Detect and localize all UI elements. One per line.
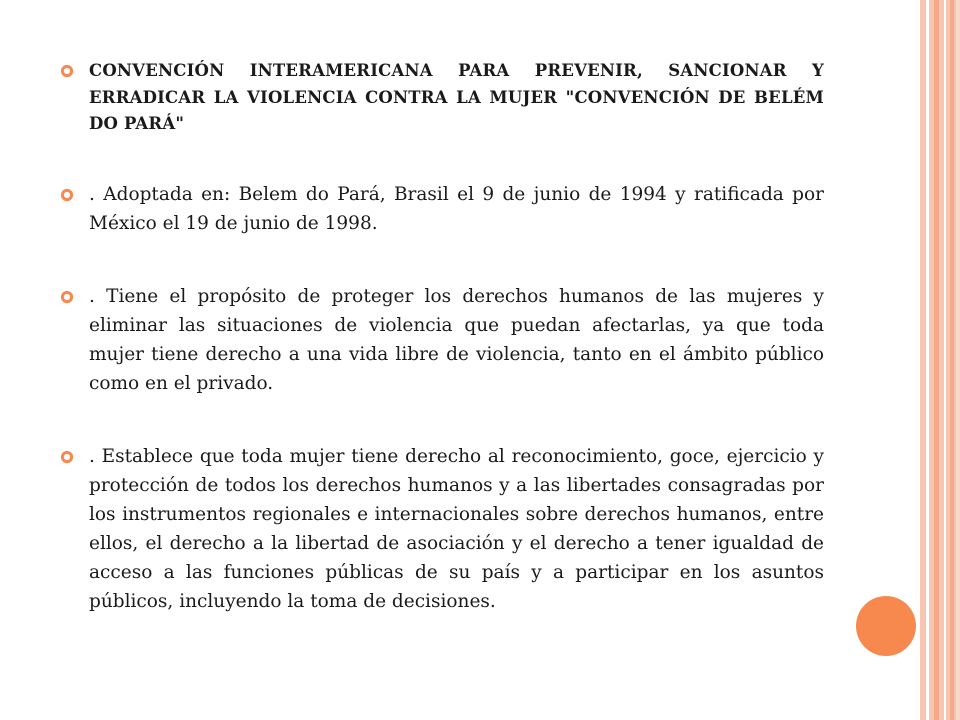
bullet-item-purpose xyxy=(60,282,824,398)
decorative-stripe xyxy=(956,0,960,720)
ring-bullet-icon xyxy=(60,64,74,78)
decorative-stripe xyxy=(926,0,929,720)
ring-bullet-icon xyxy=(60,290,74,304)
bullet-text: . Establece que toda mujer tiene derecho al reconocimiento, goce, ejercicio y protección de todos los derechos humanos y a las libertades consagradas por los instrumentos regionales e internacionales sobre derechos humanos, entre ellos, el derecho a la libertad de asociación y el derecho a tener igualdad de acceso a las funciones públicas de su país y a participar en los asuntos públicos, incluyendo la toma de decisiones. xyxy=(89,445,824,612)
decorative-stripe xyxy=(944,0,946,720)
ring-bullet-icon xyxy=(60,450,74,464)
bullet-item-adoption xyxy=(60,180,824,238)
bullet-list xyxy=(60,58,824,660)
bullet-text: . Tiene el propósito de proteger los derechos humanos de las mujeres y eliminar las situaciones de violencia que puedan afectarlas, ya que toda mujer tiene derecho a una vida libre de violencia, tanto en el ámbito público como en el privado. xyxy=(89,285,824,394)
bullet-item-rights xyxy=(60,442,824,616)
decorative-circle xyxy=(856,596,916,656)
ring-bullet-icon xyxy=(60,188,74,202)
slide-title-item xyxy=(60,58,824,138)
decorative-stripe xyxy=(934,0,939,720)
decorative-stripe xyxy=(950,0,954,720)
decorative-stripe xyxy=(918,0,920,720)
slide-title: CONVENCIÓN INTERAMERICANA PARA PREVENIR, SANCIONAR Y ERRADICAR LA VIOLENCIA CONTRA LA MUJER "CONVENCIÓN DE BELÉM DO PARÁ" xyxy=(89,61,824,133)
bullet-text: . Adoptada en: Belem do Pará, Brasil el 9 de junio de 1994 y ratificada por México el 19 de junio de 1998. xyxy=(89,183,824,234)
